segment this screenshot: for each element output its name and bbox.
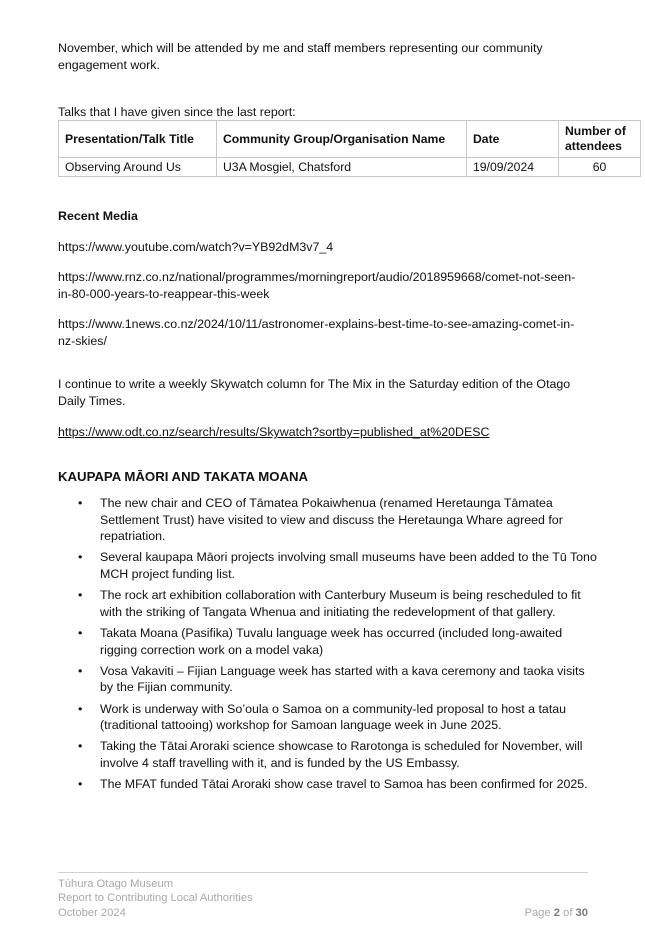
page-word: Page bbox=[524, 907, 551, 919]
list-item bbox=[58, 625, 598, 658]
list-item-text: The MFAT funded Tātai Aroraki show case travel to Samoa has been confirmed for 2025. bbox=[100, 777, 588, 792]
kaupapa-bullet-list bbox=[58, 495, 598, 797]
bullet-icon: • bbox=[78, 550, 83, 565]
bullet-icon: • bbox=[78, 496, 83, 510]
total-pages: 30 bbox=[575, 907, 588, 919]
skywatch-column-paragraph: I continue to write a weekly Skywatch column for The Mix in the Saturday edition of the Otago Daily Times. bbox=[58, 377, 571, 408]
list-item bbox=[58, 549, 598, 582]
media-link-youtube: https://www.youtube.com/watch?v=YB92dM3v7_4 bbox=[58, 240, 334, 254]
media-link-rnz: https://www.rnz.co.nz/national/programmes/morningreport/audio/2018959668/comet-not-seen-in-80-000-years-to-reappear-this-week bbox=[58, 270, 576, 301]
footer-date: October 2024 bbox=[58, 907, 126, 919]
bullet-icon: • bbox=[78, 739, 83, 754]
cell-organisation: U3A Mosgiel, Chatsford bbox=[217, 158, 467, 177]
talks-table bbox=[58, 120, 641, 177]
list-item-text: The rock art exhibition collaboration with Canterbury Museum is being rescheduled to fit with the striking of Tangata Whenua and initiating the redevelopment of that gallery. bbox=[100, 588, 581, 619]
list-item bbox=[58, 495, 598, 545]
list-item-text: Vosa Vakaviti – Fijian Language week has started with a kava ceremony and taoka visits by the Fijian community. bbox=[100, 663, 585, 695]
intro-paragraph: November, which will be attended by me and staff members representing our community engagement work. bbox=[58, 41, 543, 72]
footer-report: Report to Contributing Local Authorities bbox=[58, 892, 253, 904]
header-title: Presentation/Talk Title bbox=[59, 121, 217, 158]
list-item bbox=[58, 776, 598, 793]
list-item-text: Work is underway with So’oula o Samoa on a community-led proposal to host a tatau (traditional tattooing) workshop for Samoan language week in June 2025. bbox=[100, 701, 567, 733]
bullet-icon: • bbox=[78, 777, 83, 792]
table-row bbox=[59, 158, 641, 177]
list-item-text: Taking the Tātai Aroraki science showcase to Rarotonga is scheduled for November, will involve 4 staff travelling with it, and is funded by the US Embassy. bbox=[100, 739, 583, 770]
table-header-row bbox=[59, 121, 641, 158]
media-link-1news: https://www.1news.co.nz/2024/10/11/astronomer-explains-best-time-to-see-amazing-comet-in-nz-skies/ bbox=[58, 317, 575, 348]
cell-title: Observing Around Us bbox=[59, 158, 217, 177]
current-page: 2 bbox=[553, 907, 560, 919]
list-item bbox=[58, 738, 598, 771]
cell-attendees: 60 bbox=[559, 158, 641, 177]
bullet-icon: • bbox=[78, 588, 83, 603]
media-heading: Recent Media bbox=[58, 209, 138, 223]
list-item bbox=[58, 701, 598, 734]
list-item-text: Takata Moana (Pasifika) Tuvalu language week has occurred (included long-awaited rigging correction work on a model vaka) bbox=[100, 625, 563, 657]
header-date: Date bbox=[467, 121, 559, 158]
footer-org: Tūhura Otago Museum bbox=[58, 878, 174, 890]
cell-date: 19/09/2024 bbox=[467, 158, 559, 177]
list-item bbox=[58, 587, 598, 620]
footer-divider bbox=[58, 872, 588, 873]
list-item-text: The new chair and CEO of Tāmatea Pokaiwhenua (renamed Heretaunga Tāmatea Settlement Trust) have visited to view and discuss the Heretaunga Whare agreed for repatriation. bbox=[100, 496, 563, 544]
kaupapa-heading: KAUPAPA MĀORI AND TAKATA MOANA bbox=[58, 469, 309, 484]
footer-page-number bbox=[525, 906, 589, 920]
header-attendees: Number of attendees bbox=[559, 121, 641, 158]
bullet-icon: • bbox=[78, 625, 83, 640]
talks-intro: Talks that I have given since the last report: bbox=[58, 105, 296, 119]
bullet-icon: • bbox=[78, 663, 83, 678]
list-item bbox=[58, 663, 598, 696]
list-item-text: Several kaupapa Māori projects involving small museums have been added to the Tū Tono MCH project funding list. bbox=[100, 550, 597, 581]
header-organisation: Community Group/Organisation Name bbox=[217, 121, 467, 158]
odt-search-link[interactable]: https://www.odt.co.nz/search/results/Skywatch?sortby=published_at%20DESC bbox=[58, 425, 490, 439]
of-word: of bbox=[563, 907, 573, 919]
bullet-icon: • bbox=[78, 701, 83, 716]
